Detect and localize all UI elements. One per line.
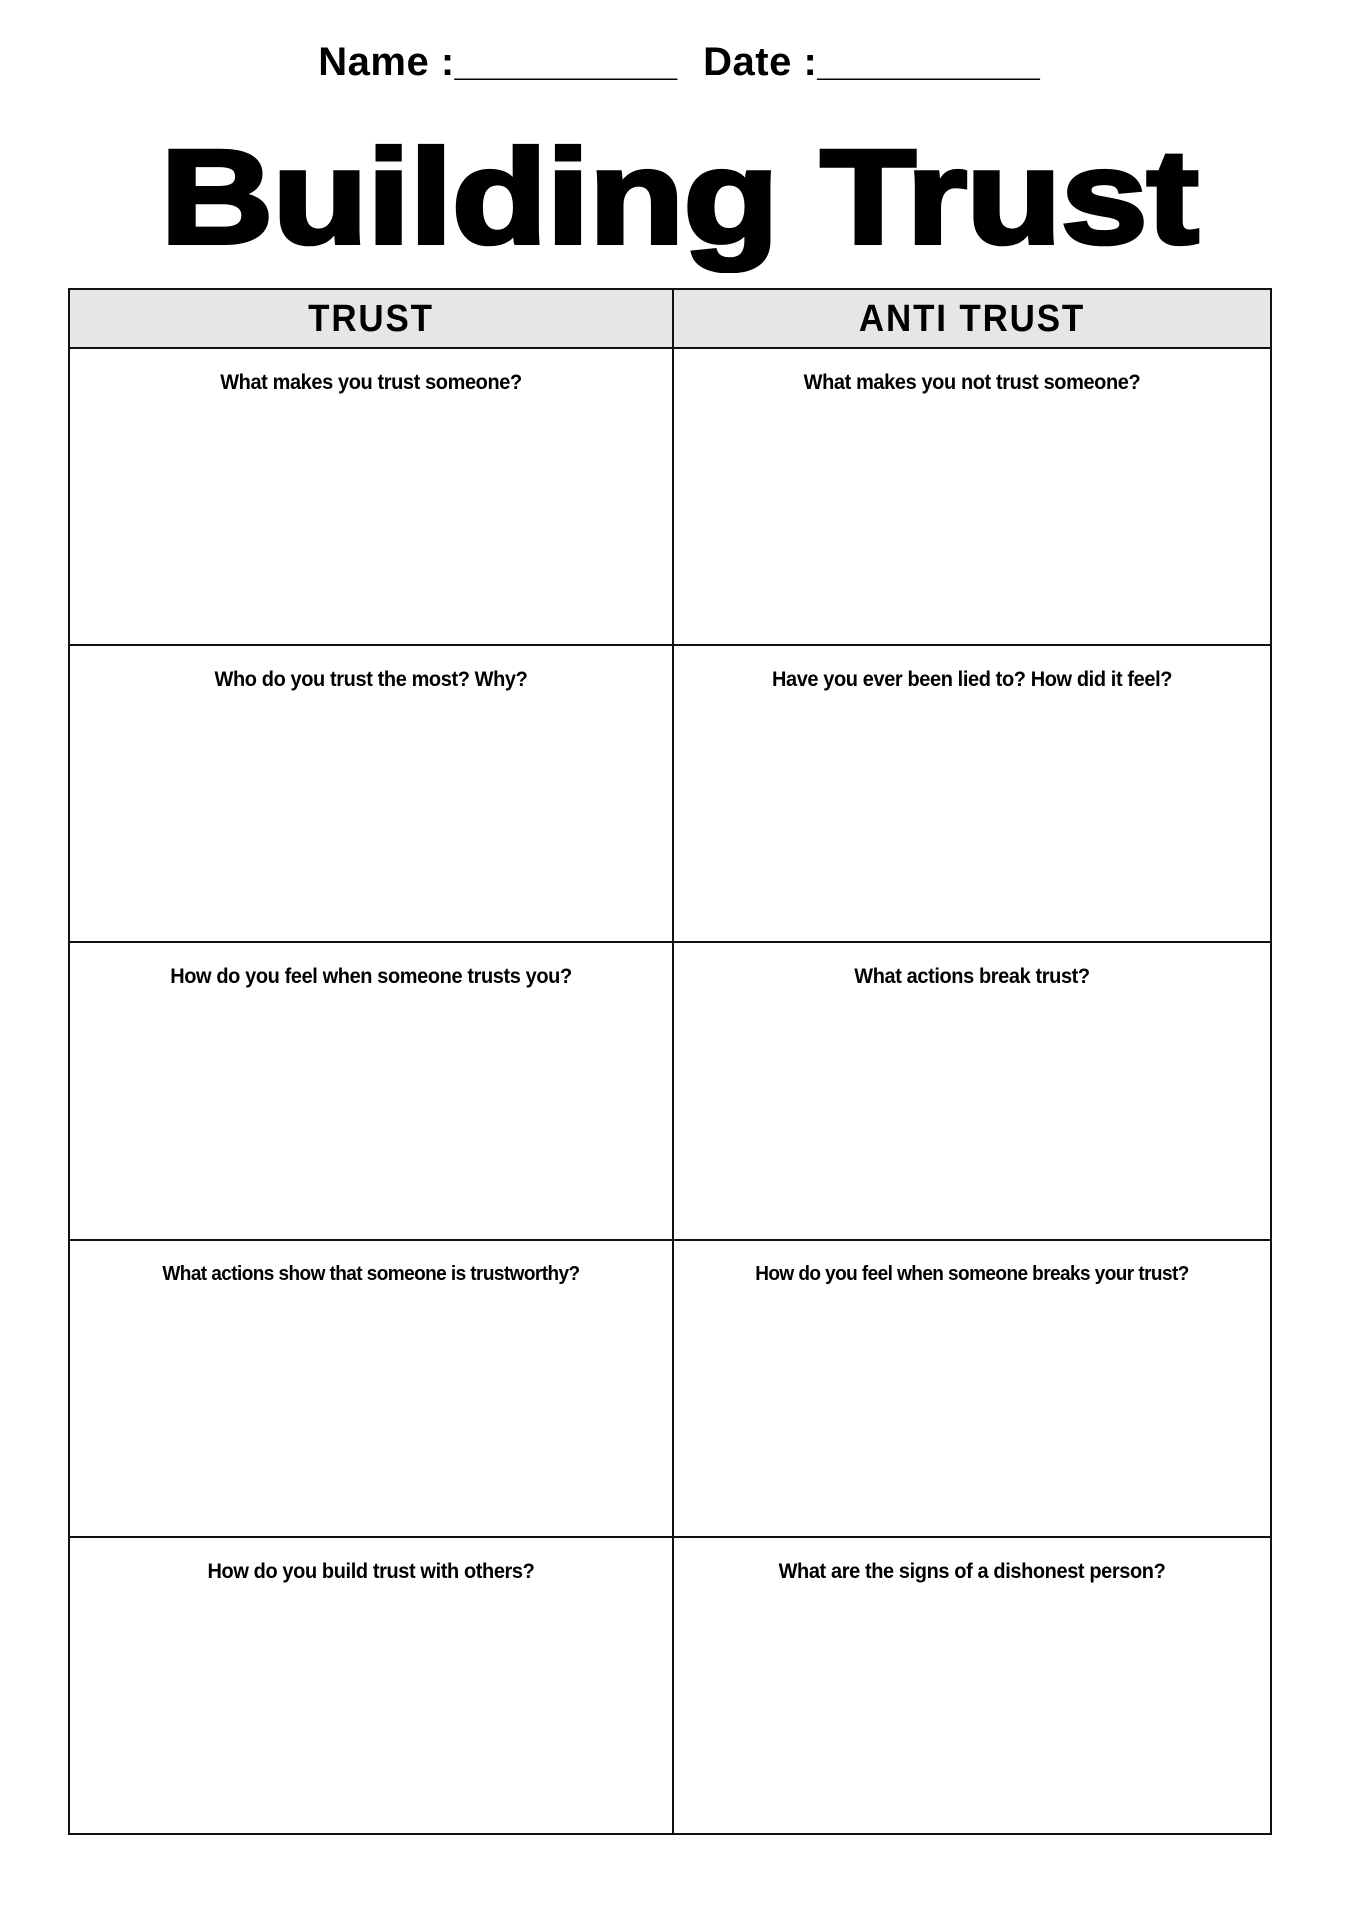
question-trust-2: Who do you trust the most? Why? [214, 668, 528, 692]
answer-cell-trust-4[interactable] [69, 1240, 673, 1537]
answer-cell-anti-trust-3[interactable] [673, 942, 1271, 1239]
page-title: Building Trust [160, 123, 1198, 272]
question-anti-trust-5: What are the signs of a dishonest person? [778, 1559, 1166, 1583]
question-anti-trust-2: Have you ever been lied to? How did it feel? [771, 668, 1173, 692]
column-header-anti-trust-label: ANTI TRUST [858, 297, 1086, 340]
name-blank-line[interactable]: __________ [454, 40, 678, 84]
table-row [69, 645, 1271, 942]
trust-worksheet-table [68, 288, 1272, 1835]
answer-cell-anti-trust-1[interactable] [673, 348, 1271, 645]
table-row [69, 1537, 1271, 1834]
column-header-trust-label: TRUST [308, 297, 434, 340]
table-row [69, 1240, 1271, 1537]
answer-cell-trust-5[interactable] [69, 1537, 673, 1834]
answer-cell-trust-2[interactable] [69, 645, 673, 942]
answer-cell-anti-trust-2[interactable] [673, 645, 1271, 942]
name-label: Name : [318, 40, 455, 84]
answer-cell-anti-trust-4[interactable] [673, 1240, 1271, 1537]
date-blank-line[interactable]: __________ [817, 40, 1040, 84]
table-header-row [69, 289, 1271, 348]
table-row [69, 348, 1271, 645]
column-header-anti-trust [673, 289, 1271, 348]
question-trust-1: What makes you trust someone? [220, 371, 522, 394]
question-trust-5: How do you build trust with others? [207, 1559, 535, 1583]
name-date-line [0, 42, 1358, 82]
question-anti-trust-3: What actions break trust? [854, 965, 1090, 989]
column-header-trust [69, 289, 673, 348]
question-trust-4: What actions show that someone is trustworthy? [162, 1262, 580, 1285]
answer-cell-trust-1[interactable] [69, 348, 673, 645]
table-row [69, 942, 1271, 1239]
question-anti-trust-1: What makes you not trust someone? [803, 371, 1141, 394]
question-trust-3: How do you feel when someone trusts you? [170, 965, 572, 989]
answer-cell-anti-trust-5[interactable] [673, 1537, 1271, 1834]
answer-cell-trust-3[interactable] [69, 942, 673, 1239]
date-label: Date : [703, 40, 818, 84]
question-anti-trust-4: How do you feel when someone breaks your trust? [755, 1262, 1189, 1285]
